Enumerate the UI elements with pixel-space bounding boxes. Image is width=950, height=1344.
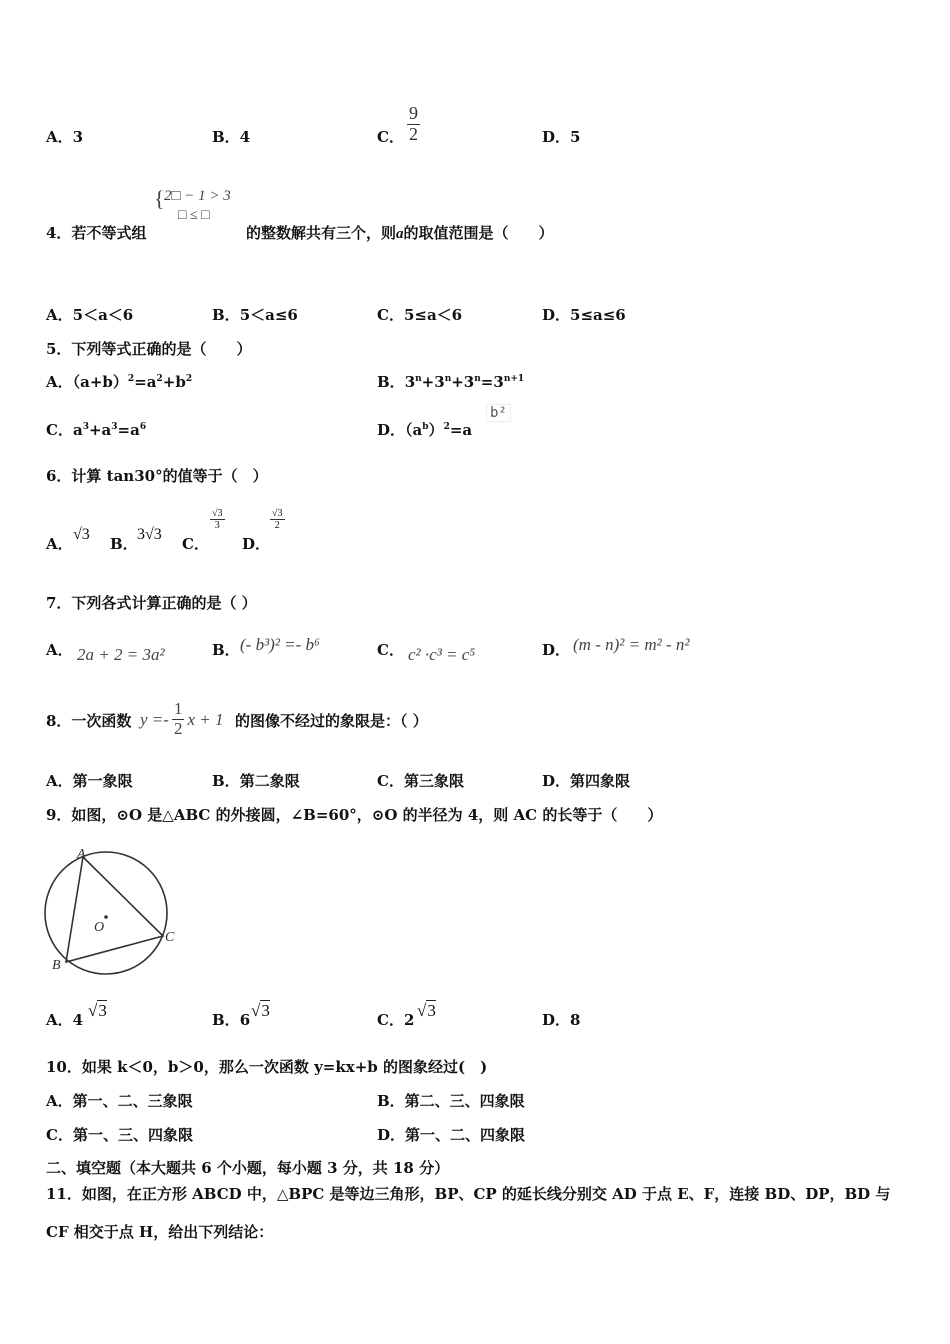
center-point: [104, 915, 108, 919]
q7-option-d-letter: D．: [542, 641, 571, 659]
q6-option-a-letter: A．: [46, 535, 73, 553]
q6-option-c-letter: C．: [182, 535, 209, 553]
q7-option-c-expr: c² ·c³ = c⁵: [408, 645, 476, 664]
q5-option-d-exponent-image: b²: [486, 404, 511, 422]
q9-option-b-radical: √3: [251, 1001, 270, 1020]
label-o: O: [94, 920, 105, 935]
q8-option-d: D．第四象限: [542, 772, 631, 790]
q8-option-c: C．第三象限: [377, 772, 464, 790]
q7-option-b-letter: B．: [212, 641, 240, 659]
q4-stem-suffix: 的整数解共有三个，则a的取值范围是（ ）: [246, 224, 554, 242]
q9-option-d: D．8: [542, 1011, 581, 1029]
q6-stem: 6．计算 tan30°的值等于（ ）: [46, 467, 268, 485]
q8-option-b: B．第二象限: [212, 772, 300, 790]
q6-option-d-letter: D．: [242, 535, 271, 553]
q10-option-a: A．第一、二、三象限: [46, 1092, 193, 1110]
q5-option-c: C．$a^3+a^3=a^6$: [46, 421, 147, 439]
q5-option-d: D．$(a^b)^2=a$: [377, 421, 473, 439]
q3-option-a: A．3: [46, 128, 84, 146]
q6-option-a-value: √3: [73, 526, 90, 543]
q8-stem-suffix: 的图像不经过的象限是：（ ）: [235, 712, 428, 730]
q4-option-d: D．5≤a≤6: [542, 306, 626, 324]
q9-option-a: A．4: [46, 1011, 84, 1029]
q5-option-b: B．$3^n+3^n+3^n=3^{n+1}$: [377, 373, 525, 391]
q3-option-c-fraction: $\frac{9}{2}$: [409, 103, 418, 144]
q9-option-c: C．2: [377, 1011, 415, 1029]
label-a: A: [77, 847, 86, 862]
q8-stem-prefix: 8．一次函数: [46, 712, 132, 730]
section-title-fill-in: 二、填空题（本大题共 6 个小题，每小题 3 分，共 18 分）: [46, 1159, 450, 1177]
q6-option-b-value: 3√3: [137, 526, 162, 543]
q4-option-c: C．5≤a＜6: [377, 306, 463, 324]
q6-option-c-fraction: $\frac{√3}{3}$: [212, 508, 223, 531]
q7-option-a-letter: A．: [46, 641, 73, 659]
q9-option-b: B．6: [212, 1011, 251, 1029]
q9-option-c-radical: √3: [417, 1001, 436, 1020]
q4-stem-prefix: 4．若不等式组: [46, 224, 147, 242]
q3-option-d: D．5: [542, 128, 581, 146]
triangle-abc: [66, 857, 163, 962]
q4-option-a: A．5＜a＜6: [46, 306, 134, 324]
q4-inequality-line2: □ ≤ □: [178, 208, 210, 223]
q6-option-b-letter: B．: [110, 535, 138, 553]
q11-stem-line2: CF 相交于点 H，给出下列结论：: [46, 1223, 274, 1241]
q7-option-c-letter: C．: [377, 641, 404, 659]
q5-option-a: A．$(a+b)^2=a^2+b^2$: [46, 373, 193, 391]
q3-option-b: B．4: [212, 128, 251, 146]
q4-brace: {: [154, 186, 165, 211]
circle-o: [45, 852, 167, 974]
q7-option-a-expr: 2a + 2 = 3a²: [77, 645, 165, 664]
q11-stem-line1: 11．如图，在正方形 ABCD 中，△BPC 是等边三角形，BP、CP 的延长线分别交 AD 于点 E、F，连接 BD、DP，BD 与: [46, 1185, 891, 1203]
q9-option-a-radical: √3: [88, 1001, 107, 1020]
q7-stem: 7．下列各式计算正确的是（ ）: [46, 594, 257, 612]
q8-option-a: A．第一象限: [46, 772, 133, 790]
q7-option-d-expr: (m - n)² = m² - n²: [573, 635, 690, 654]
q8-equation: y =- $\frac{1}{2}$ x + 1: [140, 699, 224, 738]
q4-option-b: B．5＜a≤6: [212, 306, 298, 324]
q5-stem: 5．下列等式正确的是（ ）: [46, 340, 252, 358]
q3-option-c: C．: [377, 128, 404, 146]
q10-stem: 10．如果 k＜0，b＞0，那么一次函数 y=kx+b 的图象经过( ): [46, 1058, 488, 1076]
q9-figure-circle-triangle: [40, 845, 180, 977]
q4-inequality-line1: 2□ − 1 > 3: [164, 188, 231, 204]
q10-option-c: C．第一、三、四象限: [46, 1126, 193, 1144]
q10-option-d: D．第一、二、四象限: [377, 1126, 526, 1144]
q9-stem: 9．如图，⊙O 是△ABC 的外接圆，∠B=60°，⊙O 的半径为 4，则 AC 的长等于（ ）: [46, 806, 663, 824]
label-c: C: [165, 930, 175, 945]
q7-option-b-expr: (- b³)² =- b⁶: [240, 635, 320, 654]
q10-option-b: B．第二、三、四象限: [377, 1092, 525, 1110]
label-b: B: [52, 958, 61, 973]
q6-option-d-fraction: $\frac{√3}{2}$: [272, 508, 283, 531]
